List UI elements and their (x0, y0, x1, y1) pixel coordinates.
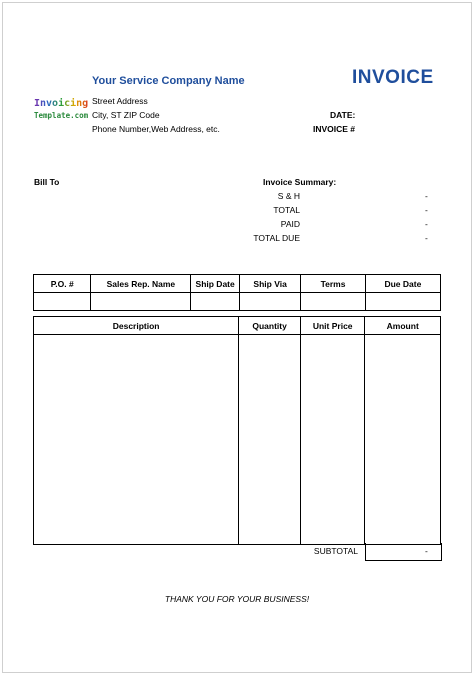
subtotal-value: - (425, 546, 428, 556)
header-ship-date: Ship Date (191, 275, 240, 293)
summary-heading: Invoice Summary: (263, 177, 337, 187)
header-due-date: Due Date (365, 275, 440, 293)
company-name: Your Service Company Name (92, 75, 245, 87)
header-amount: Amount (365, 317, 441, 335)
date-label: DATE: (330, 110, 356, 120)
invoice-number-label: INVOICE # (313, 124, 356, 134)
description-cell[interactable] (34, 335, 239, 545)
summary-total-due-value: - (425, 233, 428, 243)
header-quantity: Quantity (239, 317, 301, 335)
summary-total-value: - (425, 205, 428, 215)
summary-sh-label: S & H (277, 191, 300, 201)
terms-cell[interactable] (301, 293, 365, 311)
logo (34, 98, 88, 122)
po-cell[interactable] (34, 293, 91, 311)
quantity-cell[interactable] (239, 335, 301, 545)
due-date-cell[interactable] (365, 293, 440, 311)
line-items-table (33, 316, 441, 545)
summary-total-due-label: TOTAL DUE (253, 233, 300, 243)
subtotal-box (365, 543, 442, 561)
header-ship-via: Ship Via (239, 275, 300, 293)
header-po: P.O. # (34, 275, 91, 293)
summary-total-label: TOTAL (273, 205, 300, 215)
amount-cell[interactable] (365, 335, 441, 545)
company-city: City, ST ZIP Code (92, 110, 160, 120)
invoice-title: INVOICE (352, 67, 434, 88)
unit-price-cell[interactable] (300, 335, 365, 545)
header-description: Description (34, 317, 239, 335)
bill-to-label: Bill To (34, 177, 60, 187)
order-info-table (33, 274, 441, 311)
ship-date-cell[interactable] (191, 293, 240, 311)
summary-sh-value: - (425, 191, 428, 201)
company-contact: Phone Number,Web Address, etc. (92, 124, 220, 134)
company-address: Street Address (92, 96, 148, 106)
sales-rep-cell[interactable] (91, 293, 191, 311)
summary-paid-value: - (425, 219, 428, 229)
subtotal-label: SUBTOTAL (313, 546, 358, 556)
ship-via-cell[interactable] (239, 293, 300, 311)
header-sales-rep: Sales Rep. Name (91, 275, 191, 293)
header-unit-price: Unit Price (300, 317, 365, 335)
logo-line1: Invoicing (34, 98, 89, 109)
header-terms: Terms (301, 275, 365, 293)
thank-you-message: THANK YOU FOR YOUR BUSINESS! (164, 594, 310, 604)
logo-line2: Template.com (34, 111, 89, 120)
summary-paid-label: PAID (280, 219, 300, 229)
